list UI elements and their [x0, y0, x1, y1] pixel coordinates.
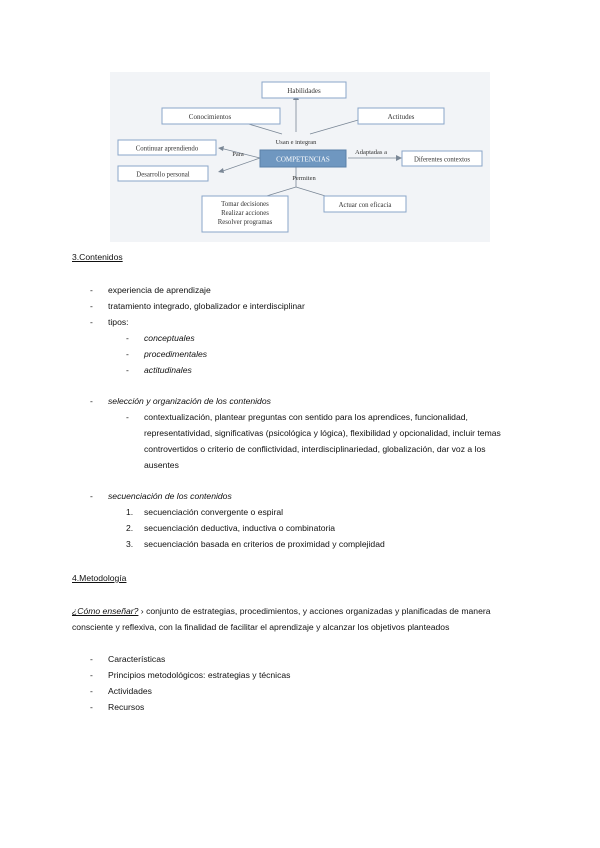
box-acciones-line-1: Tomar decisiones: [221, 201, 269, 208]
box-competencias-label: COMPETENCIAS: [276, 155, 330, 164]
box-acciones-line-3: Resolver programas: [217, 219, 273, 226]
seleccion-line-2: representatividad, significativas (psicológica y lógica), flexibilidad y opcionalidad, incluir temas: [144, 428, 501, 438]
competencias-diagram: [110, 72, 490, 242]
bullet-dash: -: [126, 349, 129, 359]
secuenciacion-item-1: secuenciación convergente o espiral: [144, 507, 284, 517]
metodologia-item-4: Recursos: [108, 702, 145, 712]
box-conocimientos-label: Conocimientos: [188, 113, 232, 121]
bullet-dash: -: [90, 686, 93, 696]
secuenciacion-item-2: secuenciación deductiva, inductiva o combinatoria: [144, 523, 336, 533]
contenidos-item-2: tratamiento integrado, globalizador e interdisciplinar: [108, 301, 305, 311]
seleccion-line-4: ausentes: [144, 460, 179, 470]
box-actitudes-label: Actitudes: [387, 113, 415, 121]
box-acciones-line-2: Realizar acciones: [221, 210, 269, 217]
bullet-dash: -: [126, 333, 129, 343]
metodologia-item-3: Actividades: [108, 686, 152, 696]
section-4-heading: 4.Metodología: [72, 573, 127, 583]
seleccion-line-1: contextualización, plantear preguntas con sentido para los aprendices, funcionalidad,: [144, 412, 468, 422]
bullet-dash: -: [90, 317, 93, 327]
metodologia-question: ¿Cómo enseñar?: [72, 606, 139, 616]
bullet-dash: -: [126, 365, 129, 375]
label-para: Para: [232, 151, 244, 158]
bullet-dash: -: [90, 285, 93, 295]
label-permiten: Permiten: [292, 175, 316, 182]
bullet-dash: -: [90, 654, 93, 664]
tipo-procedimentales: procedimentales: [144, 349, 208, 359]
metodologia-arrow: ›: [140, 606, 144, 616]
contenidos-item-3: tipos:: [108, 317, 129, 327]
label-adaptadas: Adaptadas a: [355, 149, 387, 156]
seleccion-line-3: controvertidos o criterio de conflictividad, interdisciplinariedad, globalización, dar voz a los: [144, 444, 486, 454]
box-habilidades-label: Habilidades: [287, 87, 321, 95]
bullet-dash: -: [90, 491, 93, 501]
secuenciacion-num-2: 2.: [126, 523, 134, 533]
bullet-dash: -: [90, 702, 93, 712]
box-eficacia-label: Actuar con eficacia: [338, 202, 392, 209]
seleccion-heading: selección y organización de los contenidos: [108, 396, 271, 406]
bullet-dash: -: [90, 396, 93, 406]
bullet-dash: -: [90, 301, 93, 311]
label-usan: Usan e integran: [275, 139, 317, 146]
contenidos-item-1: experiencia de aprendizaje: [108, 285, 211, 295]
box-contextos-label: Diferentes contextos: [413, 156, 471, 164]
section-3-heading: 3.Contenidos: [72, 252, 123, 262]
tipo-conceptuales: conceptuales: [144, 333, 195, 343]
metodologia-line-1-text: conjunto de estrategias, procedimientos, y acciones organizadas y planificadas de manera: [146, 606, 491, 616]
box-desarrollo-label: Desarrollo personal: [136, 171, 190, 179]
metodologia-line-2: consciente y reflexiva, con la finalidad de facilitar el aprendizaje y alcanzar los objetivos planteados: [72, 622, 450, 632]
metodologia-item-1: Características: [108, 654, 166, 664]
bullet-dash: -: [126, 412, 129, 422]
box-continuar-label: Continuar aprendiendo: [135, 145, 199, 153]
secuenciacion-num-1: 1.: [126, 507, 134, 517]
tipo-actitudinales: actitudinales: [144, 365, 192, 375]
secuenciacion-num-3: 3.: [126, 539, 134, 549]
secuenciacion-heading: secuenciación de los contenidos: [108, 491, 232, 501]
metodologia-item-2: Principios metodológicos: estrategias y técnicas: [108, 670, 291, 680]
bullet-dash: -: [90, 670, 93, 680]
metodologia-line-1: [72, 606, 491, 616]
secuenciacion-item-3: secuenciación basada en criterios de proximidad y complejidad: [144, 539, 385, 549]
